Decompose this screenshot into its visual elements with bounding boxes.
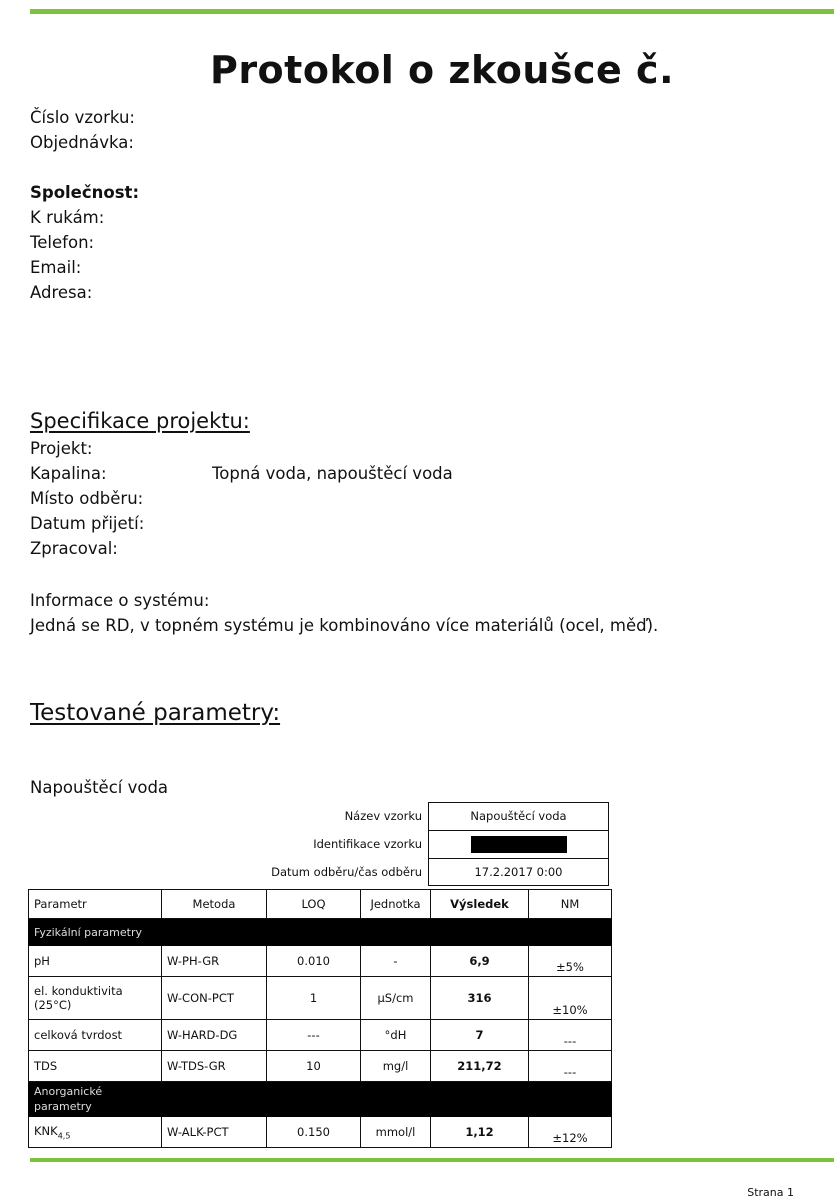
field-label: Kapalina: bbox=[30, 464, 107, 483]
cell-param: TDS bbox=[29, 1051, 162, 1082]
cell-nm: ±10% bbox=[529, 977, 612, 1020]
cell-loq: 1 bbox=[267, 977, 361, 1020]
col-result: Výsledek bbox=[431, 890, 529, 919]
cell-result: 7 bbox=[431, 1020, 529, 1051]
table-row bbox=[29, 1117, 612, 1148]
cell-loq: --- bbox=[267, 1020, 361, 1051]
field-sampling-place bbox=[30, 486, 453, 511]
col-loq: LOQ bbox=[267, 890, 361, 919]
cell-result: 211,72 bbox=[431, 1051, 529, 1082]
sample-id-row bbox=[264, 830, 611, 858]
field-project bbox=[30, 436, 453, 461]
field-label: Datum přijetí: bbox=[30, 514, 145, 533]
field-liquid bbox=[30, 461, 453, 486]
system-info bbox=[30, 588, 658, 638]
sampling-date-label: Datum odběru/čas odběru bbox=[271, 865, 422, 879]
section-row-inorganic bbox=[29, 1082, 612, 1117]
table-header-row bbox=[29, 890, 612, 919]
section-label: Fyzikální parametry bbox=[29, 919, 612, 946]
sample-number-label: Číslo vzorku: bbox=[30, 108, 135, 127]
company-info bbox=[30, 180, 139, 305]
company-heading: Společnost: bbox=[30, 183, 140, 202]
field-processed-by bbox=[30, 536, 453, 561]
cell-method: W-CON-PCT bbox=[162, 977, 267, 1020]
cell-method: W-ALK-PCT bbox=[162, 1117, 267, 1148]
cell-unit: µS/cm bbox=[361, 977, 431, 1020]
project-spec-heading: Specifikace projektu: bbox=[30, 409, 250, 433]
sampling-date-value: 17.2.2017 0:00 bbox=[428, 858, 609, 886]
page-number: Strana 1 bbox=[747, 1186, 794, 1199]
sample-name-row bbox=[264, 802, 611, 830]
cell-param-subscript: 4,5 bbox=[57, 1131, 71, 1141]
system-info-label: Informace o systému: bbox=[30, 591, 210, 610]
attention-label: K rukám: bbox=[30, 208, 105, 227]
order-label: Objednávka: bbox=[30, 133, 134, 152]
cell-nm: --- bbox=[529, 1051, 612, 1082]
col-parameter: Parametr bbox=[29, 890, 162, 919]
sample-id-label: Identifikace vzorku bbox=[313, 837, 422, 851]
phone-label: Telefon: bbox=[30, 233, 95, 252]
cell-param: pH bbox=[29, 946, 162, 977]
field-label: Místo odběru: bbox=[30, 489, 144, 508]
cell-nm: ±5% bbox=[529, 946, 612, 977]
cell-method: W-PH-GR bbox=[162, 946, 267, 977]
system-info-text: Jedná se RD, v topném systému je kombinováno více materiálů (ocel, měď). bbox=[30, 616, 659, 635]
field-label: Zpracoval: bbox=[30, 539, 118, 558]
cell-nm: ±12% bbox=[529, 1117, 612, 1148]
table-row bbox=[29, 1051, 612, 1082]
cell-unit: mmol/l bbox=[361, 1117, 431, 1148]
sample-name-label: Název vzorku bbox=[344, 809, 422, 823]
field-received-date bbox=[30, 511, 453, 536]
sampling-date-row bbox=[264, 858, 611, 886]
cell-loq: 0.010 bbox=[267, 946, 361, 977]
section-fill bbox=[162, 1082, 612, 1117]
cell-method: W-TDS-GR bbox=[162, 1051, 267, 1082]
cell-result: 316 bbox=[431, 977, 529, 1020]
cell-loq: 0.150 bbox=[267, 1117, 361, 1148]
email-label: Email: bbox=[30, 258, 82, 277]
field-label: Projekt: bbox=[30, 439, 93, 458]
project-spec-fields bbox=[30, 436, 453, 561]
field-value: Topná voda, napouštěcí voda bbox=[212, 464, 453, 483]
col-nm: NM bbox=[529, 890, 612, 919]
cell-result: 1,12 bbox=[431, 1117, 529, 1148]
section-label: Anorganické parametry bbox=[29, 1082, 162, 1117]
section-row-physical bbox=[29, 919, 612, 946]
sample-name-value: Napouštěcí voda bbox=[428, 802, 609, 830]
cell-unit: mg/l bbox=[361, 1051, 431, 1082]
page-title: Protokol o zkoušce č. bbox=[209, 48, 675, 92]
cell-loq: 10 bbox=[267, 1051, 361, 1082]
cell-param bbox=[29, 1117, 162, 1148]
results-table bbox=[28, 889, 612, 1148]
col-unit: Jednotka bbox=[361, 890, 431, 919]
tested-subheading: Napouštěcí voda bbox=[30, 778, 169, 797]
table-row bbox=[29, 977, 612, 1020]
cell-method: W-HARD-DG bbox=[162, 1020, 267, 1051]
top-accent-bar bbox=[30, 9, 834, 14]
cell-unit: - bbox=[361, 946, 431, 977]
sample-id-value bbox=[428, 830, 609, 858]
cell-result: 6,9 bbox=[431, 946, 529, 977]
address-label: Adresa: bbox=[30, 283, 93, 302]
cell-unit: °dH bbox=[361, 1020, 431, 1051]
bottom-accent-bar bbox=[30, 1158, 834, 1162]
tested-parameters-heading: Testované parametry: bbox=[30, 700, 281, 726]
cell-param: celková tvrdost bbox=[29, 1020, 162, 1051]
table-row bbox=[29, 1020, 612, 1051]
cell-nm: --- bbox=[529, 1020, 612, 1051]
table-row bbox=[29, 946, 612, 977]
cell-param-text: KNK bbox=[34, 1123, 58, 1138]
col-method: Metoda bbox=[162, 890, 267, 919]
cell-param: el. konduktivita (25°C) bbox=[29, 977, 162, 1020]
sample-info bbox=[30, 105, 135, 155]
redaction-block bbox=[471, 836, 567, 853]
